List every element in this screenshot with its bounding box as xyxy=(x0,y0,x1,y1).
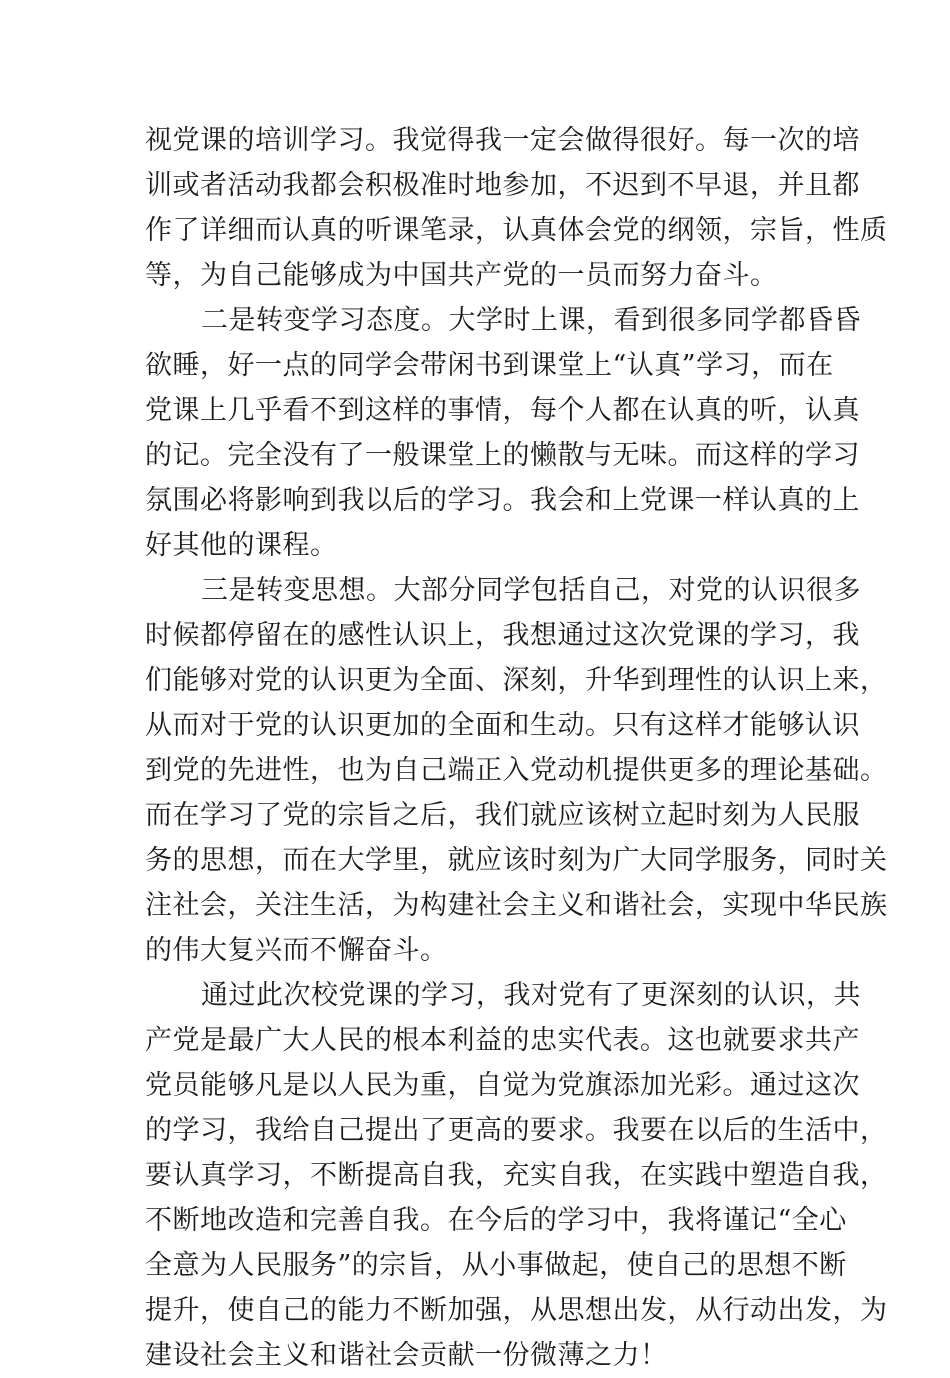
text-line: 欲睡，好一点的同学会带闲书到课堂上“认真”学习，而在 xyxy=(145,350,834,381)
text-line: 从而对于党的认识更加的全面和生动。只有这样才能够认识 xyxy=(145,710,860,741)
text-line: 们能够对党的认识更为全面、深刻，升华到理性的认识上来， xyxy=(145,665,888,696)
text-line: 视党课的培训学习。我觉得我一定会做得很好。每一次的培 xyxy=(145,125,860,156)
text-line: 的学习，我给自己提出了更高的要求。我要在以后的生活中， xyxy=(145,1115,888,1146)
text-line: 氛围必将影响到我以后的学习。我会和上党课一样认真的上 xyxy=(145,485,860,516)
text-line: 好其他的课程。 xyxy=(145,530,338,561)
text-line: 时候都停留在的感性认识上，我想通过这次党课的学习，我 xyxy=(145,620,860,651)
paragraph-4 xyxy=(145,973,888,1378)
text-line: 提升，使自己的能力不断加强，从思想出发，从行动出发，为 xyxy=(145,1295,888,1326)
text-line: 全意为人民服务”的宗旨，从小事做起，使自己的思想不断 xyxy=(145,1250,847,1281)
text-line: 等，为自己能够成为中国共产党的一员而努力奋斗。 xyxy=(145,260,778,291)
text-line: 党员能够凡是以人民为重，自觉为党旗添加光彩。通过这次 xyxy=(145,1070,860,1101)
text-line: 三是转变思想。大部分同学包括自己，对党的认识很多 xyxy=(201,575,861,606)
text-line: 注社会，关注生活，为构建社会主义和谐社会，实现中华民族 xyxy=(145,890,888,921)
text-line: 不断地改造和完善自我。在今后的学习中，我将谨记“全心 xyxy=(145,1205,847,1236)
text-line: 的记。完全没有了一般课堂上的懒散与无味。而这样的学习 xyxy=(145,440,860,471)
text-line: 到党的先进性，也为自己端正入党动机提供更多的理论基础。 xyxy=(145,755,888,786)
text-line: 务的思想，而在大学里，就应该时刻为广大同学服务，同时关 xyxy=(145,845,888,876)
text-line: 产党是最广大人民的根本利益的忠实代表。这也就要求共产 xyxy=(145,1025,860,1056)
text-line: 训或者活动我都会积极准时地参加，不迟到不早退，并且都 xyxy=(145,170,860,201)
text-line: 通过此次校党课的学习，我对党有了更深刻的认识，共 xyxy=(201,980,861,1011)
text-line: 要认真学习，不断提高自我，充实自我，在实践中塑造自我， xyxy=(145,1160,888,1191)
text-line: 的伟大复兴而不懈奋斗。 xyxy=(145,935,448,966)
paragraph-3 xyxy=(145,568,888,973)
paragraph-2 xyxy=(145,298,861,568)
text-line: 二是转变学习态度。大学时上课，看到很多同学都昏昏 xyxy=(201,305,861,336)
document-page xyxy=(145,118,888,1378)
text-line: 党课上几乎看不到这样的事情，每个人都在认真的听，认真 xyxy=(145,395,860,426)
text-line: 作了详细而认真的听课笔录，认真体会党的纲领，宗旨，性质 xyxy=(145,215,888,246)
text-line: 而在学习了党的宗旨之后，我们就应该树立起时刻为人民服 xyxy=(145,800,860,831)
paragraph-1 xyxy=(145,118,888,298)
text-line: 建设社会主义和谐社会贡献一份微薄之力！ xyxy=(145,1340,668,1371)
